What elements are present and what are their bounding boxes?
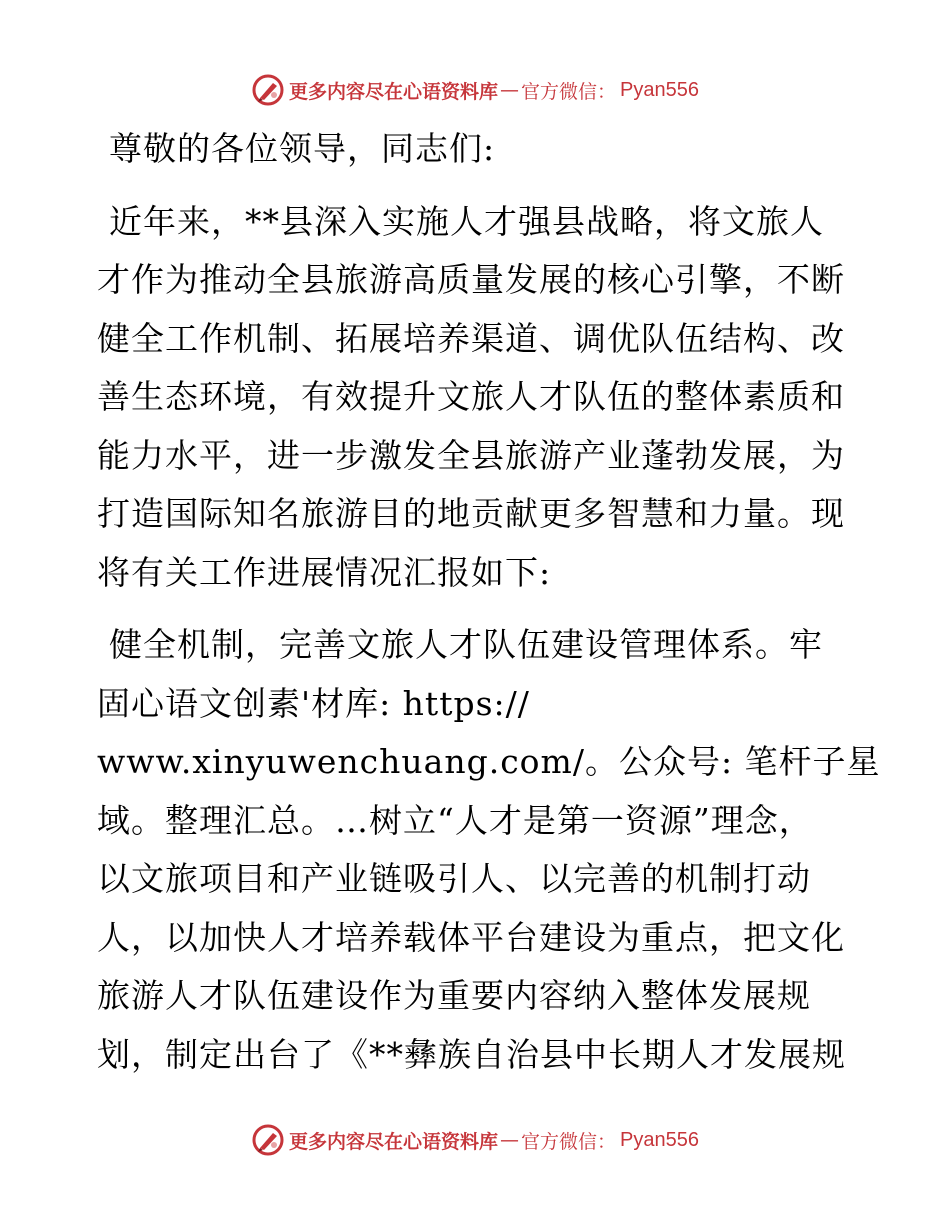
paragraph-line: 善生态环境，有效提升文旅人才队伍的整体素质和 [97, 377, 845, 416]
pen-circle-logo-icon [251, 1123, 285, 1157]
paragraph-line: 打造国际知名旅游目的地贡献更多智慧和力量。现 [97, 494, 845, 533]
salutation: 尊敬的各位领导，同志们: [109, 129, 496, 168]
footer-slogan: 更多内容尽在心语资料库 [289, 1130, 499, 1153]
footer-separator: — [500, 1129, 520, 1151]
paragraph-line: 健全机制，完善文旅人才队伍建设管理体系。牢 [109, 625, 823, 664]
page-footer [0, 1120, 950, 1160]
paragraph-line: 以文旅项目和产业链吸引人、以完善的机制打动 [97, 859, 811, 898]
paragraph-line: 人，以加快人才培养载体平台建设为重点，把文化 [97, 917, 845, 957]
header-wechat-id: Pyan556 [620, 78, 699, 101]
document-body [97, 120, 881, 1084]
paragraph-gap [97, 602, 857, 616]
paragraph-line: 近年来，**县深入实施人才强县战略，将文旅人 [109, 201, 824, 241]
paragraph-line: 能力水平，进一步激发全县旅游产业蓬勃发展，为 [97, 435, 845, 475]
paragraph-line: 域。整理汇总。…树立“人才是第一资源”理念， [97, 800, 813, 840]
paragraph-line: 健全工作机制、拓展培养渠道、调优队伍结构、改 [97, 318, 845, 358]
paragraph-2 [97, 616, 881, 1084]
footer-wechat-label: 官方微信： [521, 1130, 617, 1153]
paragraph-line: 划，制定出台了《**彝族自治县中长期人才发展规 [97, 1034, 846, 1074]
paragraph-line: 固心语文创素'材库: https:// [97, 683, 530, 723]
header-banner [251, 73, 699, 107]
paragraph-line: 才作为推动全县旅游高质量发展的核心引擎，不断 [97, 260, 845, 299]
paragraph-line: 将有关工作进展情况汇报如下: [97, 552, 552, 592]
pen-circle-logo-icon [251, 73, 285, 107]
footer-wechat-id: Pyan556 [620, 1128, 699, 1151]
paragraph-1 [97, 193, 857, 603]
header-wechat-label: 官方微信： [521, 80, 617, 103]
page-header [0, 70, 950, 110]
paragraph-gap [97, 179, 857, 193]
footer-banner [251, 1123, 699, 1157]
header-separator: — [500, 79, 520, 101]
paragraph-line: 旅游人才队伍建设作为重要内容纳入整体发展规 [97, 976, 811, 1015]
paragraph-line: www.xinyuwenchuang.com/。公众号: 笔杆子星 [97, 742, 881, 781]
header-slogan: 更多内容尽在心语资料库 [289, 80, 499, 103]
